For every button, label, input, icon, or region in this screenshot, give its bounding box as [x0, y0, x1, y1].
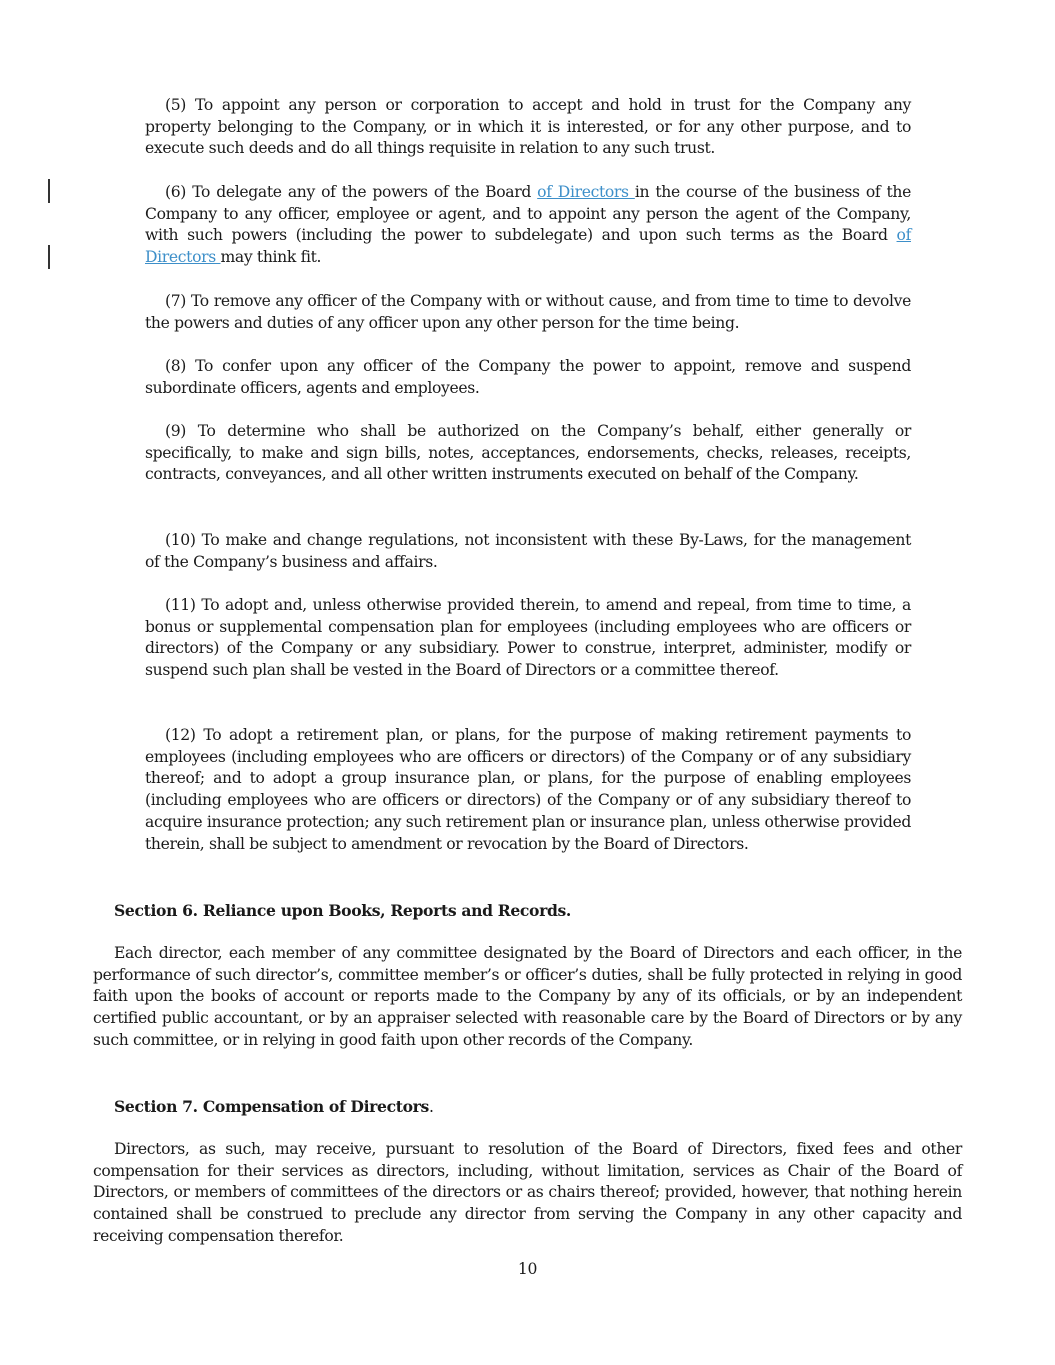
- section-7-heading: [114, 1096, 434, 1119]
- item-6: [145, 182, 911, 269]
- item-text: To appoint any person or corporation to accept and hold in trust for the Company any property belonging to the Company, or in which it is interested, or for any other purpose, and to execute such deeds and do all things requisite in relation to any such trust.: [145, 96, 912, 158]
- revision-change-bar: [48, 179, 50, 203]
- item-text: To adopt and, unless otherwise provided therein, to amend and repeal, from time to time, a bonus or supplemental compensation plan for employees (including employees who are officers or directors) of the Company or any subsidiary. Power to construe, interpret, administer, modify or suspend such plan shall be vested in the Board of Directors or a committee thereof.: [145, 596, 912, 680]
- item-5: [145, 95, 911, 160]
- of-directors-link[interactable]: of Directors: [145, 226, 911, 267]
- item-8: [145, 356, 911, 399]
- item-number: (10): [165, 531, 196, 549]
- item-number: (11): [165, 596, 196, 614]
- item-number: (7): [165, 292, 187, 310]
- heading-period: .: [428, 1098, 434, 1116]
- item-9: [145, 421, 911, 486]
- section-6-heading: Section 6. Reliance upon Books, Reports and Records.: [114, 901, 572, 920]
- item-text: To remove any officer of the Company with or without cause, and from time to time to devolve the powers and duties of any officer upon any other person for the time being.: [145, 292, 911, 332]
- section-7-body: Directors, as such, may receive, pursuant to resolution of the Board of Directors, fixed fees and other compensation for their services as directors, including, without limitation, services as Chair of the Board of Directors, or members of committees of the directors or as chairs thereof; provided, however, that nothing herein contained shall be construed to preclude any director from serving the Company in any other capacity and receiving compensation therefor.: [93, 1140, 962, 1245]
- revision-change-bar: [48, 245, 50, 269]
- item-10: [145, 530, 911, 573]
- item-12: [145, 725, 911, 855]
- item-text: To adopt a retirement plan, or plans, for the purpose of making retirement payments to employees (including employees who are officers or directors) of the Company or of any subsidiary thereof; and to adopt a group insurance plan, or plans, for the purpose of enabling employees (including employees who are officers or directors) of the Company or of any subsidiary thereof to acquire insurance protection; any such retirement plan or insurance plan, unless otherwise provided therein, shall be subject to amendment or revocation by the Board of Directors.: [145, 726, 912, 853]
- item-number: (9): [165, 422, 187, 440]
- item-number: (8): [165, 357, 187, 375]
- item-11: [145, 595, 911, 682]
- item-text: To make and change regulations, not inconsistent with these By-Laws, for the management of the Company’s business and affairs.: [145, 531, 911, 571]
- item-text: To determine who shall be authorized on the Company’s behalf, either generally or specifically, to make and sign bills, notes, acceptances, endorsements, checks, releases, receipts, contracts, conveyances, and all other written instruments executed on behalf of the Company.: [145, 422, 912, 484]
- item-text: To confer upon any officer of the Company the power to appoint, remove and suspend subordinate officers, agents and employees.: [145, 357, 912, 397]
- item-number: (6): [165, 183, 187, 201]
- item-number: (5): [165, 96, 187, 114]
- item-text: in the course of the business of the Company to any officer, employee or agent, and to appoint any person the agent of the Company, with such powers (including the power to subdelegate) and upon such terms as the Board: [145, 183, 911, 245]
- section-6-body: Each director, each member of any committee designated by the Board of Directors and each officer, in the performance of such director’s, committee member’s or officer’s duties, shall be fully protected in relying in good faith upon the books of account or reports made to the Company by any of its officials, or by an independent certified public accountant, or by an appraiser selected with reasonable care by the Board of Directors or by any such committee, or in relying in good faith upon other records of the Company.: [93, 944, 962, 1049]
- item-7: [145, 291, 911, 334]
- of-directors-link[interactable]: of Directors: [537, 183, 635, 201]
- page-number: 10: [517, 1260, 538, 1278]
- item-text: To delegate any of the powers of the Board: [192, 183, 538, 201]
- section-7-heading-text: Section 7. Compensation of Directors: [114, 1097, 429, 1116]
- item-number: (12): [165, 726, 196, 744]
- item-text: may think fit.: [220, 248, 322, 267]
